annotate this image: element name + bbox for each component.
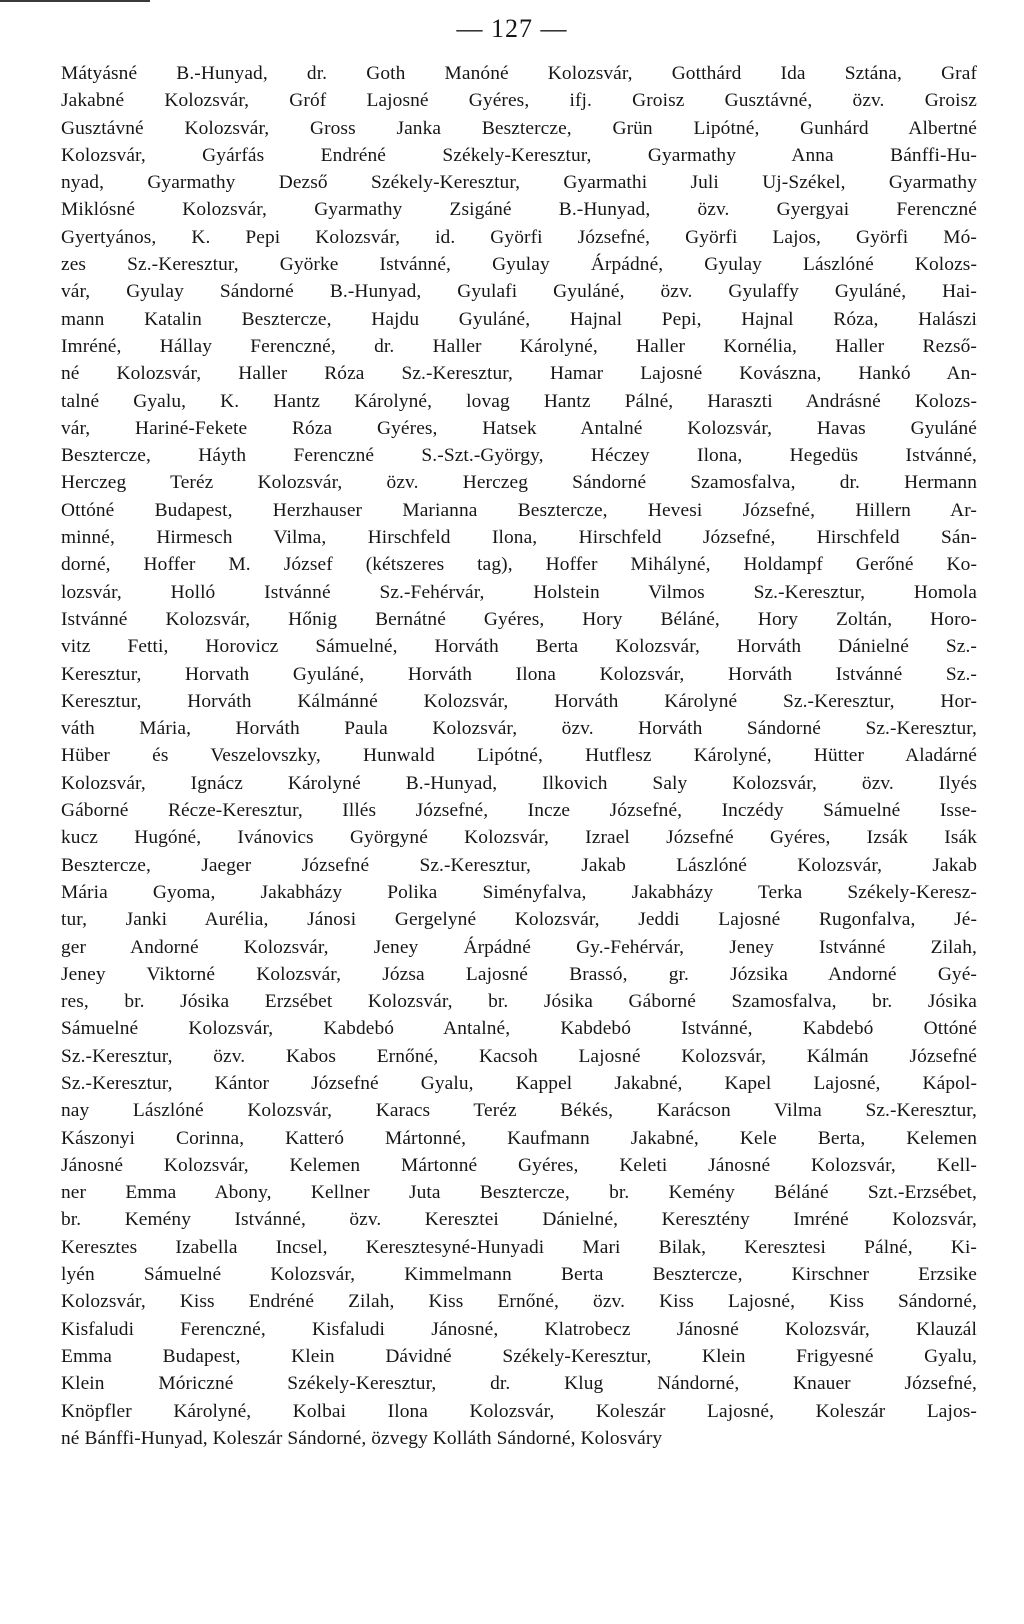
text-line: lyén Sámuelné Kolozsvár, Kimmelmann Berta Beszterczе, Kirschner Erzsike xyxy=(61,1264,977,1286)
text-line: Mátyásné B.-Hunyad, dr. Goth Manóné Kolozsvár, Gotthárd Ida Sztána, Graf xyxy=(61,63,977,84)
text-line: Keresztur, Horváth Kálmánné Kolozsvár, Horváth Károlyné Sz.-Keresztur, Hor- xyxy=(61,690,977,712)
text-line: ner Emma Abony, Kellner Juta Beszterczе, br. Kemény Béláné Szt.-Erzsébet, xyxy=(61,1182,977,1204)
text-line: vitz Fetti, Horovicz Sámuelné, Horváth Berta Kolozsvár, Horváth Dánielné Sz.- xyxy=(61,636,977,658)
text-line: Sámuelné Kolozsvár, Kabdebó Antalné, Kabdebó Istvánné, Kabdebó Ottóné xyxy=(61,1018,977,1040)
text-line: talné Gyalu, K. Hantz Károlyné, lovag Hantz Pálné, Haraszti Andrásné Kolozs- xyxy=(61,390,977,412)
text-line: Kolozsvár, Gyárfás Endréné Székely-Keresztur, Gyarmathy Anna Bánffi-Hu- xyxy=(61,144,977,166)
text-line: né Bánffi-Hunyad, Koleszár Sándorné, özvegy Kolláth Sándorné, Kolosváry xyxy=(61,1427,663,1449)
text-line: váth Mária, Horváth Paula Kolozsvár, özv. Horváth Sándorné Sz.-Keresztur, xyxy=(61,718,977,740)
top-edge-rule xyxy=(0,0,150,2)
text-line: Mária Gyoma, Jakabházy Polika Siményfalva, Jakabházy Terka Székely-Keresz- xyxy=(61,881,977,903)
text-line: Kolozsvár, Kiss Endréné Zilah, Kiss Ernőné, özv. Kiss Lajosné, Kiss Sándorné, xyxy=(61,1291,977,1313)
text-line: res, br. Jósika Erzsébet Kolozsvár, br. Jósika Gáborné Szamosfalva, br. Jósika xyxy=(61,991,977,1013)
text-line: Herczeg Teréz Kolozsvár, özv. Herczeg Sándorné Szamosfalva, dr. Hermann xyxy=(61,472,977,494)
text-line: Miklósné Kolozsvár, Gyarmathy Zsigáné B.-Hunyad, özv. Gyergyai Ferenczné xyxy=(61,199,977,221)
text-line: Emma Budapest, Klein Dávidné Székely-Keresztur, Klein Frigyesné Gyalu, xyxy=(61,1345,977,1367)
text-line: lozsvár, Holló Istvánné Sz.-Fehérvár, Holstein Vilmos Sz.-Keresztur, Homola xyxy=(61,581,977,603)
text-line: né Kolozsvár, Haller Róza Sz.-Keresztur, Hamar Lajosné Kovászna, Hankó An- xyxy=(61,363,977,385)
text-line: Gáborné Récze-Keresztur, Illés Józsefné, Incze Józsefné, Inczédy Sámuelné Isse- xyxy=(61,800,977,822)
member-list-text xyxy=(61,60,977,1452)
text-line: kucz Hugóné, Ivánovics Györgyné Kolozsvár, Izrael Józsefné Gyéres, Izsák Isák xyxy=(61,827,977,849)
text-line: ger Andorné Kolozsvár, Jeney Árpádné Gy.-Fehérvár, Jeney Istvánné Zilah, xyxy=(61,936,977,958)
text-line: Sz.-Keresztur, Kántor Józsefné Gyalu, Kappel Jakabné, Kapel Lajosné, Kápol- xyxy=(61,1072,977,1094)
text-line: Kisfaludi Ferenczné, Kisfaludi Jánosné, Klatrobecz Jánosné Kolozsvár, Klauzál xyxy=(61,1318,977,1340)
text-line: Jakabné Kolozsvár, Gróf Lajosné Gyéres, ifj. Groisz Gusztávné, özv. Groisz xyxy=(61,90,977,112)
text-line: Keresztes Izabella Incsel, Keresztesyné-Hunyadi Mari Bilak, Keresztesi Pálné, Ki- xyxy=(61,1236,977,1258)
text-line: Sz.-Keresztur, özv. Kabos Ernőné, Kacsoh Lajosné Kolozsvár, Kálmán Józsefné xyxy=(61,1045,977,1067)
text-line: Beszterczе, Jaeger Józsefné Sz.-Keresztur, Jakab Lászlóné Kolozsvár, Jakab xyxy=(61,854,977,876)
text-line: mann Katalin Beszterczе, Hajdu Gyuláné, Hajnal Pepi, Hajnal Róza, Halászi xyxy=(61,308,977,330)
page-number: — 127 — xyxy=(456,14,568,43)
text-line: Kászonyi Corinna, Katteró Mártonné, Kaufmann Jakabné, Kele Berta, Kelemen xyxy=(61,1127,977,1149)
text-line: Jeney Viktorné Kolozsvár, Józsa Lajosné Brassó, gr. Józsika Andorné Gyé- xyxy=(61,963,977,985)
text-line: Kolozsvár, Ignácz Károlyné B.-Hunyad, Ilkovich Saly Kolozsvár, özv. Ilyés xyxy=(61,772,977,794)
text-line: Istvánné Kolozsvár, Hőnig Bernátné Gyéres, Hory Béláné, Hory Zoltán, Horo- xyxy=(61,608,977,630)
text-line: Keresztur, Horvath Gyuláné, Horváth Ilona Kolozsvár, Horváth Istvánné Sz.- xyxy=(61,663,977,685)
text-line: Knöpfler Károlyné, Kolbai Ilona Kolozsvár, Koleszár Lajosné, Koleszár Lajos- xyxy=(61,1400,977,1422)
text-line: br. Kemény Istvánné, özv. Keresztei Dánielné, Keresztény Imréné Kolozsvár, xyxy=(61,1209,977,1231)
text-line: Jánosné Kolozsvár, Kelemen Mártonné Gyéres, Keleti Jánosné Kolozsvár, Kell- xyxy=(61,1154,977,1176)
text-line: Klein Móriczné Székely-Keresztur, dr. Klug Nándorné, Knauer Józsefné, xyxy=(61,1373,977,1395)
text-line: dorné, Hoffer M. József (kétszeres tag), Hoffer Mihályné, Holdampf Gerőné Ko- xyxy=(61,554,977,576)
text-line: Gusztávné Kolozsvár, Gross Janka Beszterczе, Grün Lipótné, Gunhárd Albertné xyxy=(61,117,977,139)
text-line: nyad, Gyarmathy Dezső Székely-Keresztur, Gyarmathi Juli Uj-Székel, Gyarmathy xyxy=(61,172,977,194)
text-line: tur, Janki Aurélia, Jánosi Gergelyné Kolozsvár, Jeddi Lajosné Rugonfalva, Jé- xyxy=(61,909,977,931)
text-line: Hüber és Veszelovszky, Hunwald Lipótné, Hutflesz Károlyné, Hütter Aladárné xyxy=(61,745,977,767)
text-line: zes Sz.-Keresztur, Györke Istvánné, Gyulay Árpádné, Gyulay Lászlóné Kolozs- xyxy=(61,254,977,276)
text-line: Beszterczе, Háyth Ferenczné S.-Szt.-György, Héczey Ilona, Hegedüs Istvánné, xyxy=(61,445,977,467)
text-line: Ottóné Budapest, Herzhauser Marianna Beszterczе, Hevesi Józsefné, Hillern Ar- xyxy=(61,499,977,521)
text-line: minné, Hirmesch Vilma, Hirschfeld Ilona, Hirschfeld Józsefné, Hirschfeld Sán- xyxy=(61,527,977,549)
text-line: nay Lászlóné Kolozsvár, Karacs Teréz Békés, Karácson Vilma Sz.-Keresztur, xyxy=(61,1100,977,1122)
text-line: vár, Gyulay Sándorné B.-Hunyad, Gyulafi Gyuláné, özv. Gyulaffy Gyuláné, Hai- xyxy=(61,281,977,303)
text-line: vár, Hariné-Fekete Róza Gyéres, Hatsek Antalné Kolozsvár, Havas Gyuláné xyxy=(61,417,977,439)
text-line: Gyertyános, K. Pepi Kolozsvár, id. Györfi Józsefné, Györfi Lajos, Györfi Mó- xyxy=(61,226,977,248)
text-line: Imréné, Hállay Ferenczné, dr. Haller Károlyné, Haller Kornélia, Haller Rezső- xyxy=(61,335,977,357)
